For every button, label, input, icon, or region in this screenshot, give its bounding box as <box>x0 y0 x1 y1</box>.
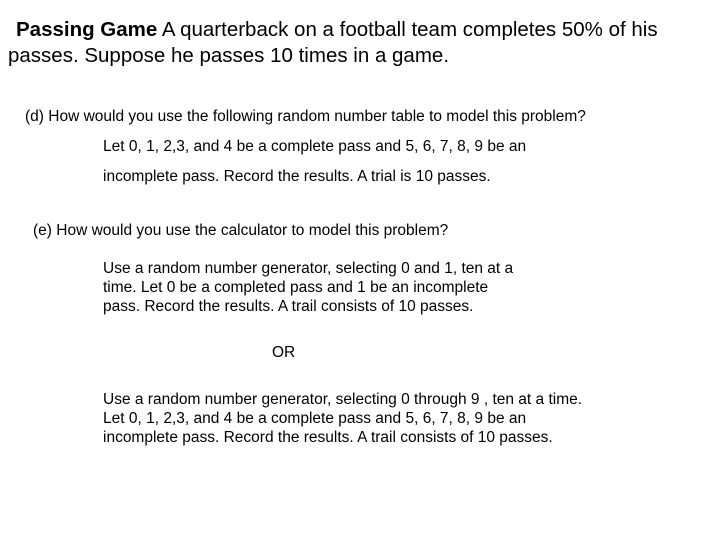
question-e: (e) How would you use the calculator to model this problem? <box>33 222 449 239</box>
or-separator: OR <box>272 344 296 361</box>
answer-e1-line-2: time. Let 0 be a completed pass and 1 be an incomplete <box>103 279 489 296</box>
answer-d-line-2: incomplete pass. Record the results. A trial is 10 passes. <box>103 168 491 185</box>
answer-e2-line-1: Use a random number generator, selecting 0 through 9 , ten at a time. <box>103 391 583 408</box>
problem-title: Passing Game <box>16 18 158 41</box>
answer-e2-line-3: incomplete pass. Record the results. A trail consists of 10 passes. <box>103 429 553 446</box>
answer-e-method-1 <box>103 259 513 316</box>
answer-d-line-1: Let 0, 1, 2,3, and 4 be a complete pass and 5, 6, 7, 8, 9 be an <box>103 138 527 155</box>
answer-e1-line-3: pass. Record the results. A trail consists of 10 passes. <box>103 298 474 315</box>
problem-statement: A quarterback on a football team completes 50% of his passes. Suppose he passes 10 times in a game. <box>8 18 658 67</box>
answer-e-method-2 <box>103 390 582 447</box>
question-d: (d) How would you use the following random number table to model this problem? <box>25 108 586 125</box>
answer-e1-line-1: Use a random number generator, selecting 0 and 1, ten at a <box>103 260 514 277</box>
answer-e2-line-2: Let 0, 1, 2,3, and 4 be a complete pass and 5, 6, 7, 8, 9 be an <box>103 410 527 427</box>
intro-paragraph <box>8 17 716 69</box>
